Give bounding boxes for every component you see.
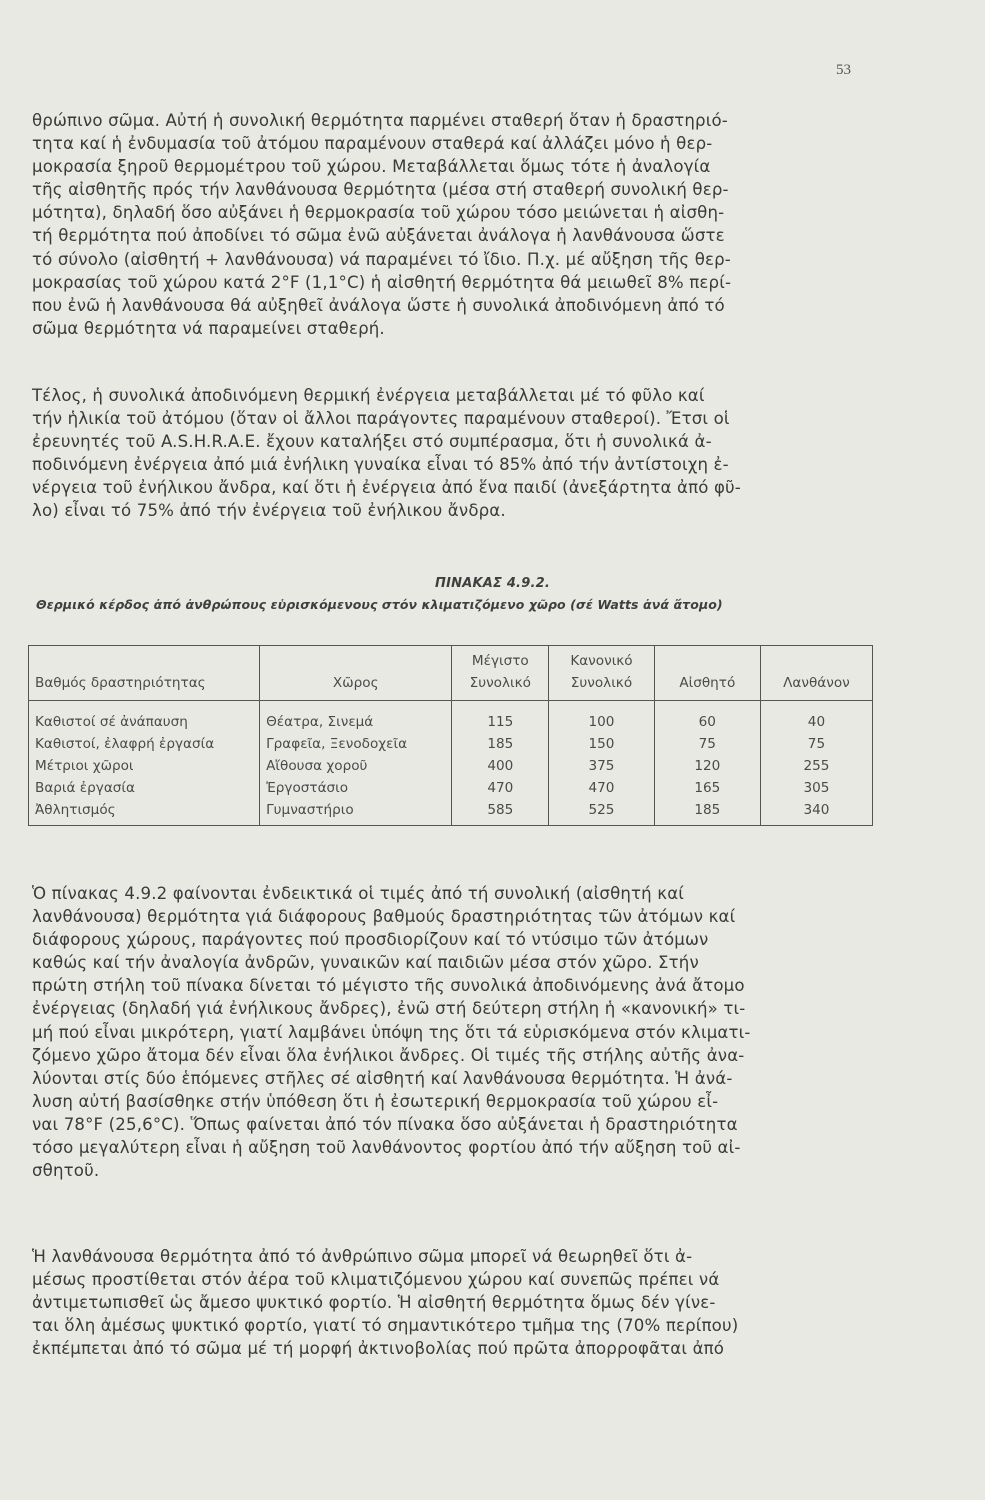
text-line: λυση αὐτή βασίσθηκε στήν ὑπόθεση ὅτι ἡ ἐσωτερική θερμοκρασία τοῦ χώρου εἶ- [32,1091,719,1111]
text-line: μοκρασίας τοῦ χώρου κατά 2°F (1,1°C) ἡ αἰσθητή θερμότητα θά μειωθεῖ 8% περί- [32,272,732,292]
text-line: θρώπινο σῶμα. Αὐτή ἡ συνολική θερμότητα παρμένει σταθερή ὅταν ἡ δραστηριό- [32,111,728,130]
table-cell: Θέατρα, Σινεμά [260,701,452,734]
table-cell: 400 [452,755,549,777]
table-row [29,733,873,755]
header-latent: Λανθάνον [760,646,872,701]
table-cell: 60 [654,701,760,734]
table-cell: Μέτριοι χῶροι [29,755,260,777]
text-line: ἐρευνητές τοῦ A.S.H.R.A.E. ἔχουν καταλήξει στό συμπέρασμα, ὅτι ἡ συνολικά ἀ- [32,432,712,452]
text-line: ἐκπέμπεται ἀπό τό σῶμα μέ τή μορφή ἀκτινοβολίας πού πρῶτα ἀπορροφᾶται ἀπό [32,1339,725,1359]
text-line: Ὁ πίνακας 4.9.2 φαίνονται ἐνδεικτικά οἱ τιμές ἀπό τή συνολική (αἰσθητή καί [32,884,685,903]
table-row [29,799,873,826]
table-cell: 185 [654,799,760,826]
text-line: Ἡ λανθάνουσα θερμότητα ἀπό τό ἀνθρώπινο σῶμα μπορεῖ νά θεωρηθεῖ ὅτι ἀ- [32,1247,693,1266]
text-line: ποδινόμενη ἐνέργεια ἀπό μιά ἐνήλικη γυναίκα εἶναι τό 85% ἀπό τήν ἀντίστοιχη ἐ- [32,455,729,475]
table-cell: 150 [549,733,654,755]
header-normal-total: Κανονικό Συνολικό [549,646,654,701]
table-cell: Γραφεῖα, Ξενοδοχεῖα [260,733,452,755]
text-line: τητα καί ἡ ἐνδυμασία τοῦ ἀτόμου παραμένουν σταθερά καί ἀλλάζει μόνο ἡ θερ- [32,134,713,154]
table-cell: 255 [760,755,872,777]
text-line: Τέλος, ἡ συνολικά ἀποδινόμενη θερμική ἐνέργεια μεταβάλλεται μέ τό φῦλο καί [32,386,705,405]
table-cell: 525 [549,799,654,826]
header-activity: Βαθμός δραστηριότητας [29,646,260,701]
table-cell: 120 [654,755,760,777]
heat-gain-table [28,645,873,826]
table-cell: Γυμναστήριο [260,799,452,826]
text-line: ζόμενο χῶρο ἄτομα δέν εἶναι ὅλα ἐνήλικοι ἄνδρες. Οἱ τιμές τῆς στήλης αὐτῆς ἀνα- [32,1045,745,1065]
table-cell: Καθιστοί, ἐλαφρή ἐργασία [29,733,260,755]
text-line: καθώς καί τήν ἀναλογία ἀνδρῶν, γυναικῶν καί παιδιῶν μέσα στόν χῶρο. Στήν [32,953,699,973]
table-cell: 470 [452,777,549,799]
table-cell: 585 [452,799,549,826]
text-line: τῆς αἰσθητῆς πρός τήν λανθάνουσα θερμότητα (μέσα στή σταθερή συνολική θερ- [32,180,729,200]
header-sensible: Αἰσθητό [654,646,760,701]
text-line: ἐνέργειας (δηλαδή γιά ἐνήλικους ἄνδρες), ἐνῶ στή δεύτερη στήλη ἡ «κανονική» τι- [32,999,746,1019]
text-line: ναι 78°F (25,6°C). Ὅπως φαίνεται ἀπό τόν πίνακα ὅσο αὐξάνεται ἡ δραστηριότητα [32,1114,738,1134]
table-cell: 470 [549,777,654,799]
table-cell: 40 [760,701,872,734]
text-line: τή θερμότητα πού ἀποδίνει τό σῶμα ἐνῶ αὐξάνεται ἀνάλογα ἡ λανθάνουσα ὥστε [32,226,725,246]
text-line: ται ὅλη ἀμέσως ψυκτικό φορτίο, γιατί τό σημαντικότερο τμῆμα της (70% περίπου) [32,1316,739,1336]
text-line: διάφορους χώρους, παράγοντες πού προσδιορίζουν καί τό ντύσιμο τῶν ἀτόμων [32,930,709,950]
table-header-row [29,646,873,701]
text-line: τόσο μεγαλύτερη εἶναι ἡ αὔξηση τοῦ λανθάνοντος φορτίου ἀπό τήν αὔξηση τοῦ αἰ- [32,1138,741,1158]
table-cell: 305 [760,777,872,799]
text-line: σθητοῦ. [32,1161,100,1181]
table-body [29,701,873,826]
text-line: λύονται στίς δύο ἑπόμενες στῆλες σέ αἰσθητή καί λανθάνουσα θερμότητα. Ἡ ἀνά- [32,1068,733,1088]
paragraph-2 [32,384,862,523]
table-cell: 75 [760,733,872,755]
text-line: μοκρασία ξηροῦ θερμομέτρου τοῦ χώρου. Μεταβάλλεται ὅμως τότε ἡ ἀναλογία [32,157,711,177]
table-cell: Βαριά ἐργασία [29,777,260,799]
text-line: ἀντιμετωπισθεῖ ὡς ἄμεσο ψυκτικό φορτίο. Ἡ αἰσθητή θερμότητα ὅμως δέν γίνε- [32,1293,716,1313]
table-cell: 375 [549,755,654,777]
text-line: σῶμα θερμότητα νά παραμείνει σταθερή. [32,318,385,338]
table-cell: Ἀθλητισμός [29,799,260,826]
table-cell: 340 [760,799,872,826]
header-space: Χῶρος [260,646,452,701]
table-row [29,701,873,734]
text-line: που ἐνῶ ἡ λανθάνουσα θά αὐξηθεῖ ἀνάλογα ὥστε ἡ συνολικά ἀποδινόμενη ἀπό τό [32,295,725,315]
table-cell: Καθιστοί σέ ἀνάπαυση [29,701,260,734]
text-line: μότητα), δηλαδή ὅσο αὐξάνει ἡ θερμοκρασία τοῦ χώρου τόσο μειώνεται ἡ αἰσθη- [32,203,725,223]
table-cell: Αἴθουσα χοροῦ [260,755,452,777]
paragraph-1 [32,109,862,340]
table-subtitle: Θερμικό κέρδος ἀπό ἀνθρώπους εὑρισκόμενους στόν κλιματιζόμενο χῶρο (σέ Watts ἀνά ἄτομο) [36,597,723,612]
page-number: 53 [836,62,851,78]
header-max-total: Μέγιστο Συνολικό [452,646,549,701]
table-cell: 75 [654,733,760,755]
text-line: τό σύνολο (αἰσθητή + λανθάνουσα) νά παραμένει τό ἴδιο. Π.χ. μέ αὔξηση τῆς θερ- [32,249,731,269]
table-cell: 115 [452,701,549,734]
table-cell: 165 [654,777,760,799]
text-line: τήν ἡλικία τοῦ ἀτόμου (ὅταν οἱ ἄλλοι παράγοντες παραμένουν σταθεροί). Ἔτσι οἱ [32,409,730,429]
table-cell: 100 [549,701,654,734]
table-row [29,777,873,799]
table-row [29,755,873,777]
text-line: πρώτη στήλη τοῦ πίνακα δίνεται τό μέγιστο τῆς συνολικά ἀποδινόμενης ἀνά ἄτομο [32,976,745,996]
paragraph-4 [32,1245,862,1360]
text-line: νέργεια τοῦ ἐνήλικου ἄνδρα, καί ὅτι ἡ ἐνέργεια ἀπό ἕνα παιδί (ἀνεξάρτητα ἀπό φῦ- [32,478,741,498]
paragraph-3 [32,882,862,1182]
table-cell: 185 [452,733,549,755]
table-title: ΠΙΝΑΚΑΣ 4.9.2. [435,576,550,591]
text-line: λο) εἶναι τό 75% ἀπό τήν ἐνέργεια τοῦ ἐνήλικου ἄνδρα. [32,501,506,521]
text-line: μή πού εἶναι μικρότερη, γιατί λαμβάνει ὑπόψη της ὅτι τά εὑρισκόμενα στόν κλιματι- [32,1022,751,1042]
text-line: μέσως προστίθεται στόν ἀέρα τοῦ κλιματιζόμενου χώρου καί συνεπῶς πρέπει νά [32,1270,720,1290]
table-cell: Ἐργοστάσιο [260,777,452,799]
text-line: λανθάνουσα) θερμότητα γιά διάφορους βαθμούς δραστηριότητας τῶν ἀτόμων καί [32,907,736,927]
